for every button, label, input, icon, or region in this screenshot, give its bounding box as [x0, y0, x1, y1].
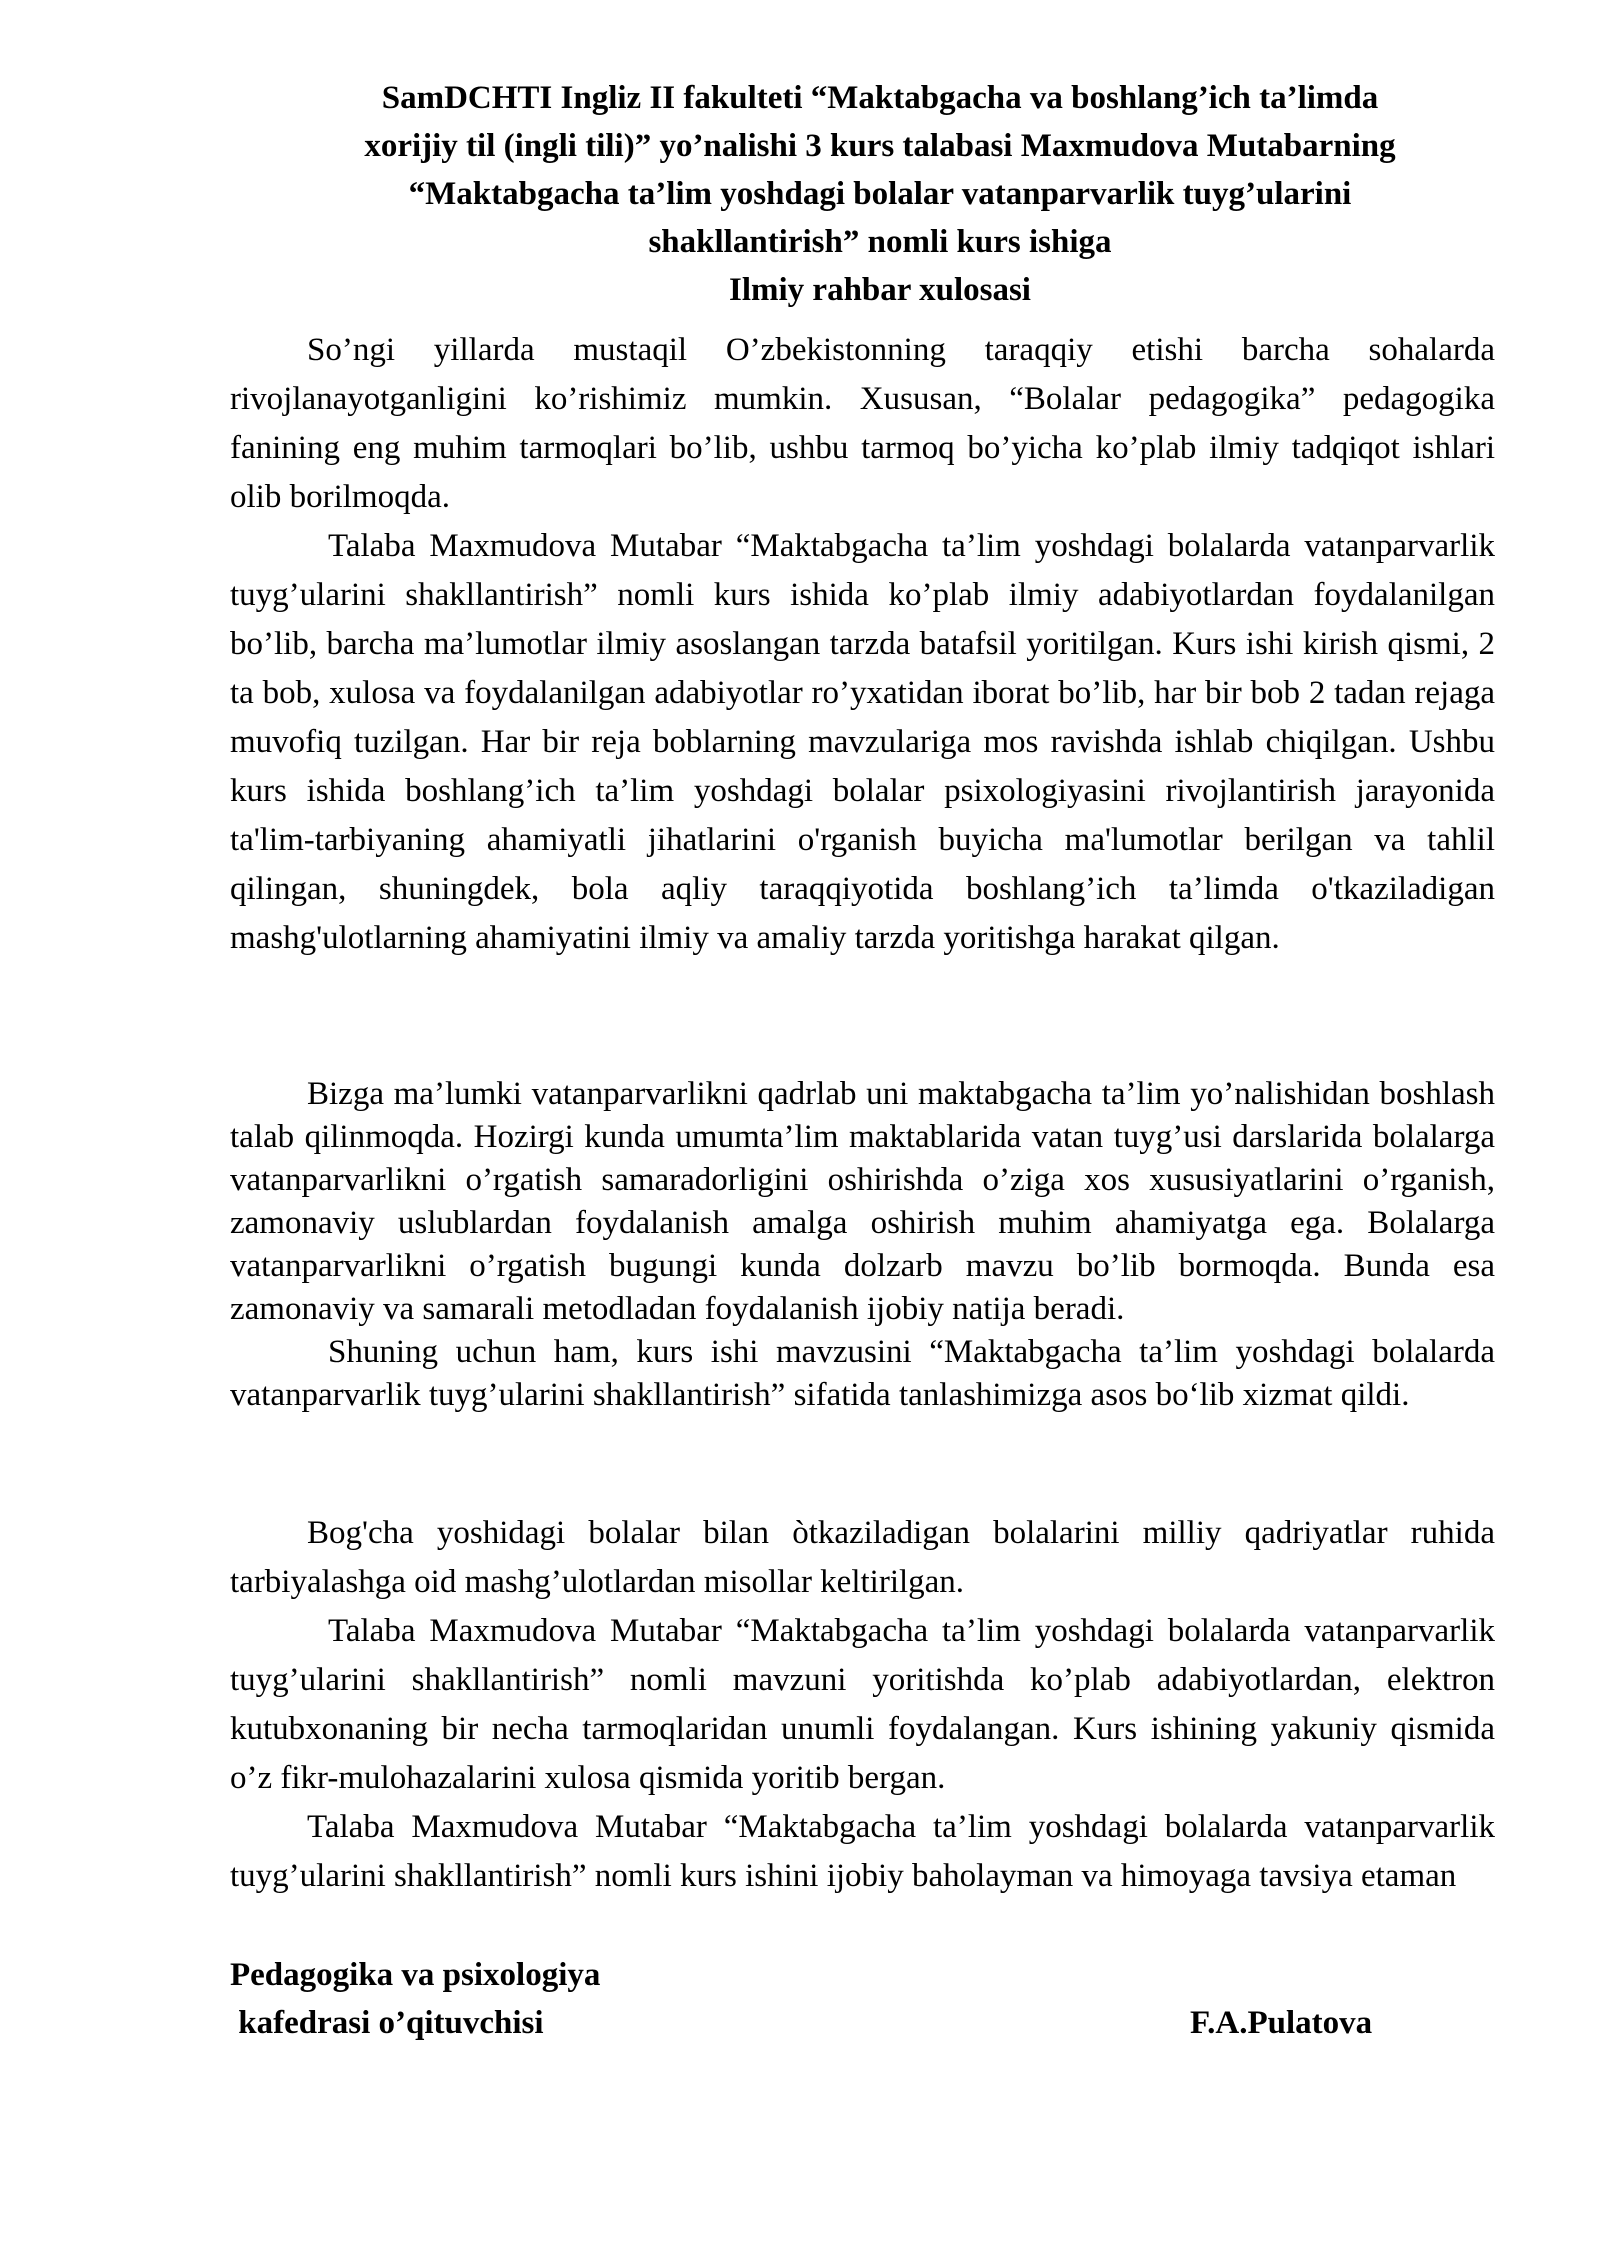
document-heading: [230, 74, 1530, 314]
body-block-2: [230, 1073, 1495, 1417]
document-title: Ilmiy rahbar xulosasi: [729, 272, 1031, 308]
body-block-3: [230, 1509, 1495, 1901]
paragraph-topic-choice: Shuning uchun ham, kurs ishi mavzusini “Maktabgacha ta’lim yoshdagi bolalarda vatanparvarlik tuyg’ularini shakllantirish” sifatida tanlashimizga asos bo‘lib xizmat qildi.: [230, 1334, 1495, 1413]
paragraph-course-work: Talaba Maxmudova Mutabar “Maktabgacha ta’lim yoshdagi bolalarda vatanparvarlik tuyg’ularini shakllantirish” nomli kurs ishida ko’plab ilmiy adabiyotlardan foydalanilgan bo’lib, barcha ma’lumotlar ilmiy asoslangan tarzda batafsil yoritilgan. Kurs ishi kirish qismi, 2 ta bob, xulosa va foydalanilgan adabiyotlar ro’yxatidan iborat bo’lib, har bir bob 2 tadan rejaga muvofiq tuzilgan. Har bir reja boblarning mavzulariga mos ravishda ishlab chiqilgan. Ushbu kurs ishida boshlang’ich ta’lim yoshdagi bolalar psixologiyasini rivojlantirish jarayonida ta'lim-tarbiyaning ahamiyatli jihatlarini o'rganish buyicha ma'lumotlar berilgan va tahlil qilingan, shuningdek, bola aqliy taraqqiyotida boshlang’ich ta’limda o'tkaziladigan mashg'ulotlarning ahamiyatini ilmiy va amaliy tarzda yoritishga harakat qilgan.: [230, 528, 1495, 956]
heading-line-1: SamDCHTI Ingliz II fakulteti “Maktabgacha va boshlang’ich ta’limda: [381, 80, 1379, 116]
heading-line-4: shakllantirish” nomli kurs ishiga: [648, 224, 1112, 260]
paragraph-examples: Bog'cha yoshidagi bolalar bilan òtkaziladigan bolalarini milliy qadriyatlar ruhida tarbiyalashga oid mashg’ulotlardan misollar keltirilgan.: [230, 1515, 1495, 1600]
paragraph-patriotism: Bizga ma’lumki vatanparvarlikni qadrlab uni maktabgacha ta’lim yo’nalishidan boshlash talab qilinmoqda. Hozirgi kunda umumta’lim maktablarida vatan tuyg’usi darslarida bolalarga vatanparvarlikni o’rgatish samaradorligini oshirishda o’ziga xos xususiyatlarini o’rganish, zamonaviy uslublardan foydalanish amalga oshirish muhim ahamiyatga ega. Bolalarga vatanparvarlikni o’rgatish bugungi kunda dolzarb mavzu bo’lib bormoqda. Bunda esa zamonaviy va samarali metodladan foydalanish ijobiy natija beradi.: [230, 1076, 1495, 1327]
signature-position-line-1: Pedagogika va psixologiya: [230, 1957, 601, 1993]
signature-position-line-2: kafedrasi o’qituvchisi: [230, 2005, 544, 2041]
paragraph-recommendation: Talaba Maxmudova Mutabar “Maktabgacha ta’lim yoshdagi bolalarda vatanparvarlik tuyg’ularini shakllantirish” nomli kurs ishini ijobiy baholayman va himoyaga tavsiya etaman: [230, 1809, 1495, 1894]
body-block-1: [230, 326, 1495, 963]
heading-line-3: “Maktabgacha ta’lim yoshdagi bolalar vatanparvarlik tuyg’ularini: [408, 176, 1352, 212]
paragraph-intro: So’ngi yillarda mustaqil O’zbekistonning taraqqiy etishi barcha sohalarda rivojlanayotganligini ko’rishimiz mumkin. Xususan, “Bolalar pedagogika” pedagogika fanining eng muhim tarmoqlari bo’lib, ushbu tarmoq bo’yicha ko’plab ilmiy tadqiqot ishlari olib borilmoqda.: [230, 332, 1495, 515]
heading-line-2: xorijiy til (ingli tili)” yo’nalishi 3 kurs talabasi Maxmudova Mutabarning: [364, 128, 1396, 164]
signature-name: F.A.Pulatova: [1190, 2005, 1373, 2041]
signature-position: [230, 1951, 600, 2047]
paragraph-sources: Talaba Maxmudova Mutabar “Maktabgacha ta’lim yoshdagi bolalarda vatanparvarlik tuyg’ularini shakllantirish” nomli mavzuni yoritishda ko’plab adabiyotlardan, elektron kutubxonaning bir necha tarmoqlaridan unumli foydalangan. Kurs ishining yakuniy qismida o’z fikr-mulohazalarini xulosa qismida yoritib bergan.: [230, 1613, 1495, 1796]
